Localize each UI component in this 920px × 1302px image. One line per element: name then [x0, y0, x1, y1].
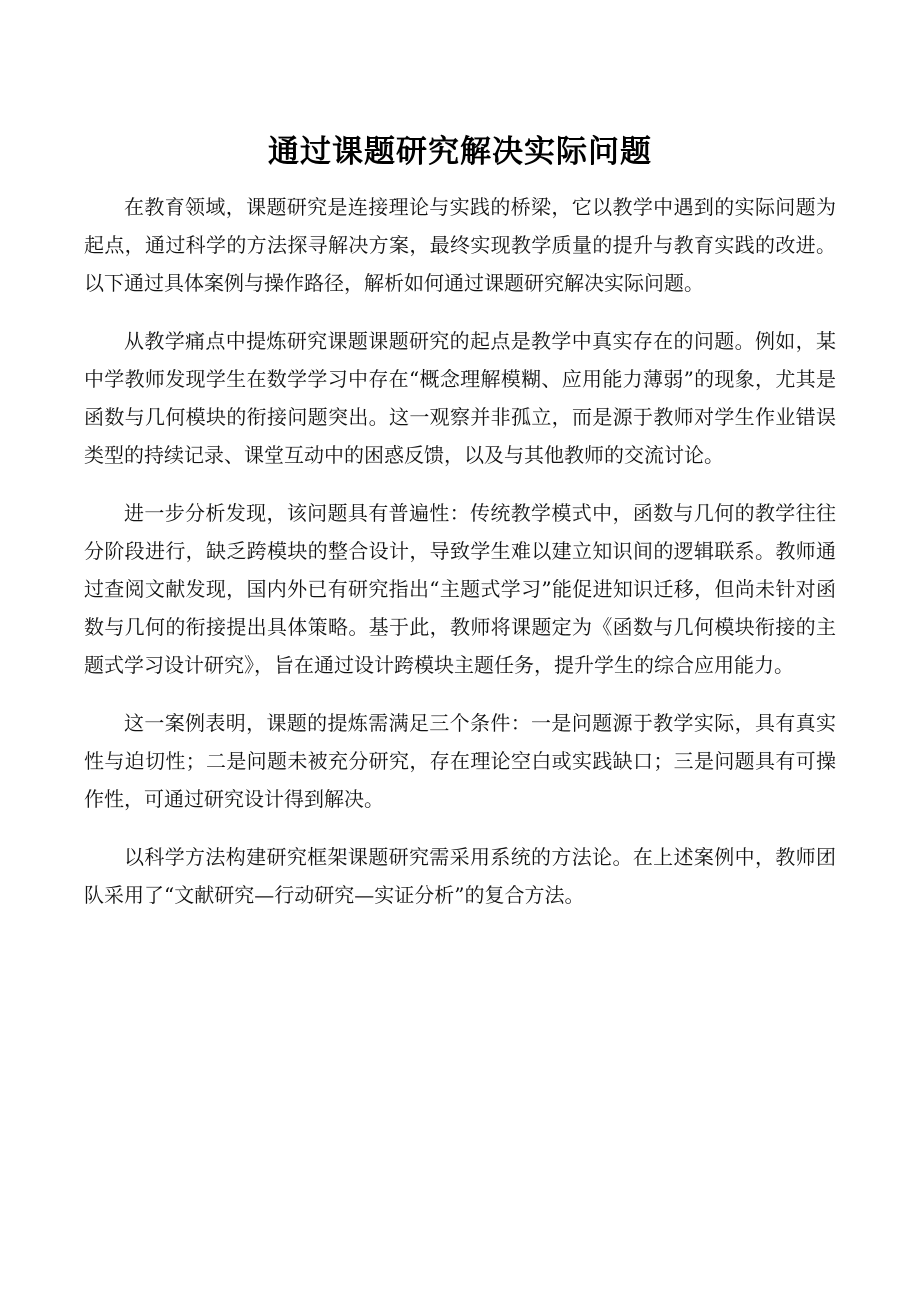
paragraph-methods: 以科学方法构建研究框架课题研究需采用系统的方法论。在上述案例中，教师团队采用了“文献研究—行动研究—实证分析”的复合方法。	[84, 845, 836, 907]
paragraph-conditions: 这一案例表明，课题的提炼需满足三个条件：一是问题源于教学实际，具有真实性与迫切性；二是问题未被充分研究，存在理论空白或实践缺口；三是问题具有可操作性，可通过研究设计得到解决。	[84, 711, 836, 811]
document-title: 通过课题研究解决实际问题	[268, 134, 652, 170]
paragraph-intro: 在教育领域，课题研究是连接理论与实践的桥梁，它以教学中遇到的实际问题为起点，通过科学的方法探寻解决方案，最终实现教学质量的提升与教育实践的改进。以下通过具体案例与操作路径，解析如何通过课题研究解决实际问题。	[84, 195, 836, 295]
document-body	[84, 188, 836, 934]
paragraph-problem-source: 从教学痛点中提炼研究课题课题研究的起点是教学中真实存在的问题。例如，某中学教师发现学生在数学学习中存在“概念理解模糊、应用能力薄弱”的现象，尤其是函数与几何模块的衔接问题突出。这一观察并非孤立，而是源于教师对学生作业错误类型的持续记录、课堂互动中的困惑反馈，以及与其他教师的交流讨论。	[84, 329, 836, 467]
paragraph-analysis: 进一步分析发现，该问题具有普遍性：传统教学模式中，函数与几何的教学往往分阶段进行，缺乏跨模块的整合设计，导致学生难以建立知识间的逻辑联系。教师通过查阅文献发现，国内外已有研究指出“主题式学习”能促进知识迁移，但尚未针对函数与几何的衔接提出具体策略。基于此，教师将课题定为《函数与几何模块衔接的主题式学习设计研究》，旨在通过设计跨模块主题任务，提升学生的综合应用能力。	[84, 501, 836, 677]
